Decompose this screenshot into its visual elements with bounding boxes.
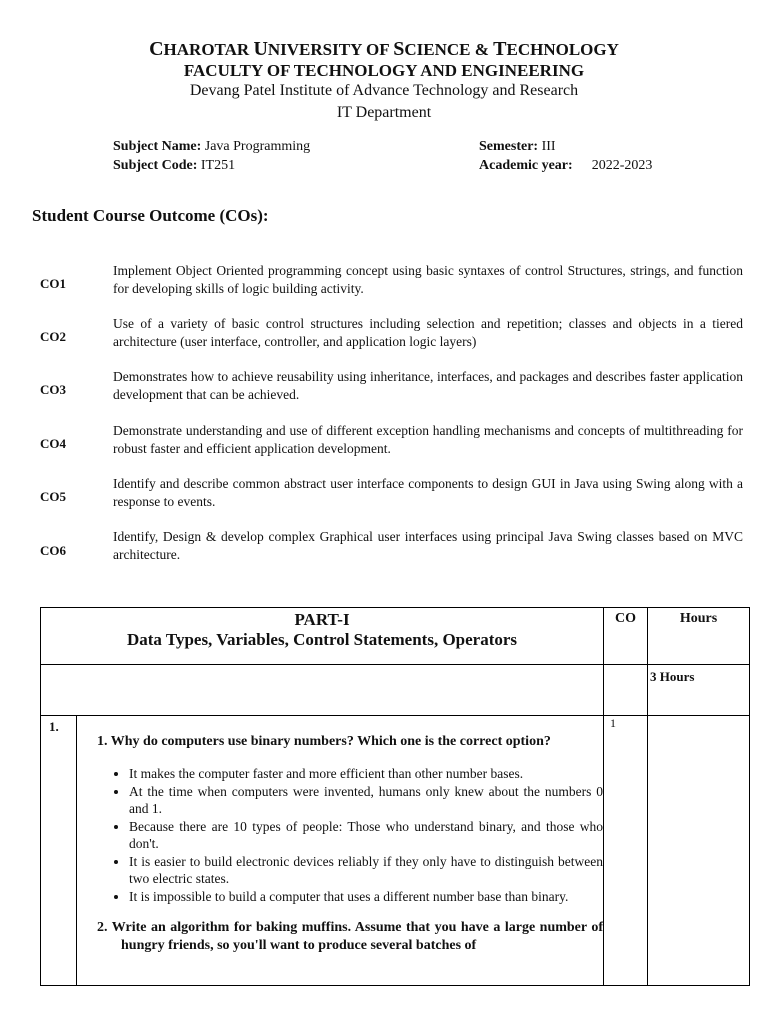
institute-name: Devang Patel Institute of Advance Technology and Research bbox=[189, 82, 579, 99]
co-description: Demonstrate understanding and use of different exception handling mechanisms and concepts of multithreading for robust faster and efficient application development. bbox=[113, 423, 743, 456]
co-description: Implement Object Oriented programming concept using basic syntaxes of control Structures, strings, and function for developing skills of logic building activity. bbox=[113, 263, 743, 296]
department-name: IT Department bbox=[336, 104, 432, 121]
university-name: CHAROTAR UNIVERSITY OF SCIENCE & TECHNOLOGY bbox=[149, 38, 619, 60]
co-id: CO4 bbox=[40, 436, 66, 451]
co-column-header: CO bbox=[604, 608, 648, 665]
row-co: 1 bbox=[604, 716, 648, 986]
co-description: Demonstrates how to achieve reusability using inheritance, interfaces, and packages and describes faster application development that can be achieved. bbox=[113, 369, 743, 402]
blank-cell bbox=[41, 665, 604, 716]
part-label: PART-I bbox=[294, 610, 350, 629]
blank-cell bbox=[604, 665, 648, 716]
co-description: Identify, Design & develop complex Graphical user interfaces using principal Java Swing classes based on MVC architecture. bbox=[113, 529, 743, 562]
hours-value: 3 Hours bbox=[648, 665, 750, 716]
option-item: • It is impossible to build a computer that uses a different number base than binary. bbox=[129, 888, 603, 906]
subject-code: Subject Code: IT251 bbox=[113, 158, 236, 173]
question-1: 1. Why do computers use binary numbers? Which one is the correct option? bbox=[97, 734, 551, 749]
option-item: • It is easier to build electronic devices reliably if they only have to distinguish between two electric states. bbox=[129, 853, 603, 888]
row-number: 1. bbox=[41, 716, 77, 986]
lab-table bbox=[40, 607, 750, 986]
co-id: CO2 bbox=[40, 329, 66, 344]
co-description: Identify and describe common abstract user interface components to design GUI in Java using Swing along with a response to events. bbox=[113, 476, 743, 509]
part-title-cell bbox=[41, 608, 604, 665]
option-item: • At the time when computers were invented, humans only knew about the numbers 0 and 1. bbox=[129, 783, 603, 818]
faculty-name: FACULTY OF TECHNOLOGY AND ENGINEERING bbox=[183, 61, 585, 80]
hours-column-header: Hours bbox=[648, 608, 750, 665]
co-id: CO1 bbox=[40, 276, 66, 291]
co-id: CO6 bbox=[40, 543, 66, 558]
blank-cell bbox=[648, 716, 750, 986]
academic-year: Academic year: 2022-2023 bbox=[479, 158, 653, 173]
semester: Semester: III bbox=[479, 139, 556, 154]
option-list bbox=[77, 765, 603, 905]
co-id: CO5 bbox=[40, 489, 66, 504]
option-item: • It makes the computer faster and more efficient than other number bases. bbox=[129, 765, 603, 783]
part-title: Data Types, Variables, Control Statements, Operators bbox=[126, 630, 518, 649]
outcomes-heading: Student Course Outcome (COs): bbox=[32, 206, 269, 225]
co-id: CO3 bbox=[40, 382, 66, 397]
subject-name: Subject Name: Java Programming bbox=[113, 139, 311, 154]
co-description: Use of a variety of basic control structures including selection and repetition; classes and objects in a tiered architecture (user interface, controller, and application logic layers) bbox=[113, 316, 743, 349]
question-2: 2. Write an algorithm for baking muffins. Assume that you have a large number of hungry friends, so you'll want to produce several batches of bbox=[97, 920, 604, 953]
question-cell bbox=[77, 716, 604, 986]
option-item: • Because there are 10 types of people: Those who understand binary, and those who don't. bbox=[129, 818, 603, 853]
